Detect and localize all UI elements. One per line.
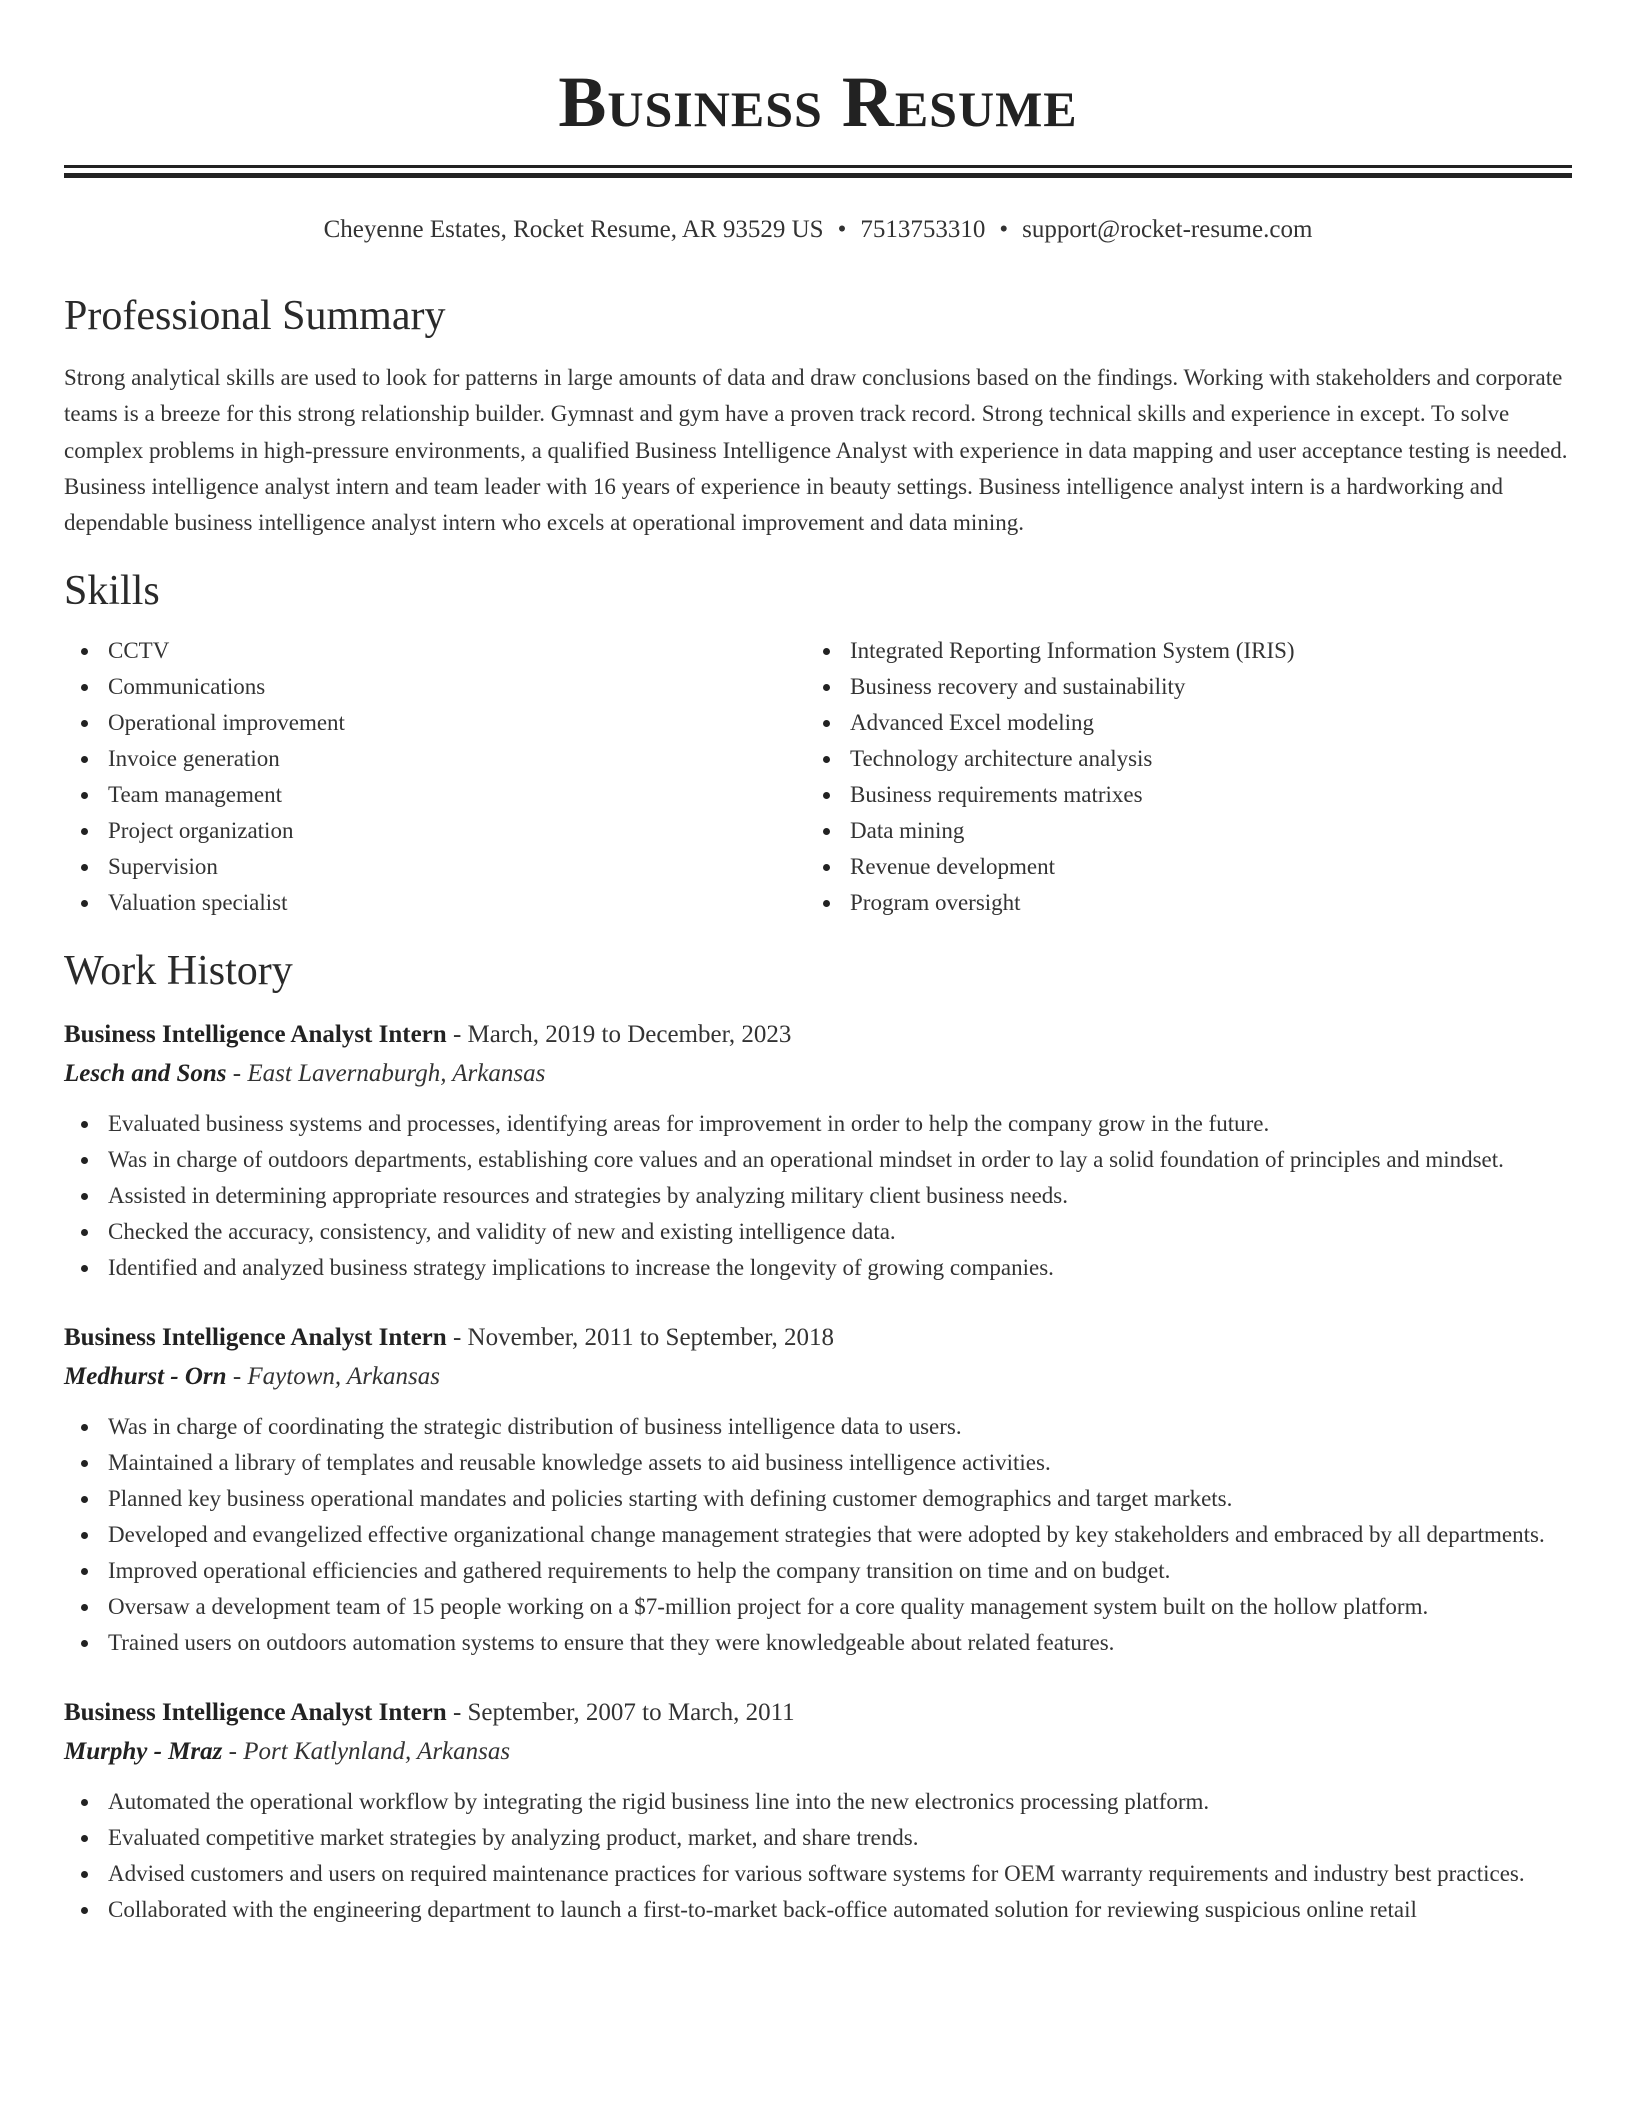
duty-item: Evaluated competitive market strategies by analyzing product, market, and share trends. [64, 1820, 1572, 1856]
skill-item: Advanced Excel modeling [806, 705, 1295, 741]
skill-item: Valuation specialist [64, 885, 806, 921]
company-location: - Faytown, Arkansas [226, 1363, 440, 1391]
duty-item: Oversaw a development team of 15 people working on a $7-million project for a core quality management system built on the hollow platform. [64, 1589, 1572, 1625]
skill-item: Business requirements matrixes [806, 777, 1295, 813]
duty-item: Improved operational efficiencies and gathered requirements to help the company transition on time and on budget. [64, 1553, 1572, 1589]
company-name: Murphy - Mraz [64, 1738, 223, 1766]
contact-address: Cheyenne Estates, Rocket Resume, AR 93529 US [323, 216, 824, 243]
duty-item: Assisted in determining appropriate resources and strategies by analyzing military client business needs. [64, 1178, 1572, 1214]
work-history-heading: Work History [64, 948, 293, 995]
duty-item: Identified and analyzed business strategy implications to increase the longevity of growing companies. [64, 1250, 1572, 1286]
skill-item: Project organization [64, 813, 806, 849]
job-title-line [64, 1320, 1572, 1356]
duty-item: Checked the accuracy, consistency, and validity of new and existing intelligence data. [64, 1214, 1572, 1250]
company-name: Lesch and Sons [64, 1060, 227, 1088]
skills-heading: Skills [64, 568, 160, 615]
skill-item: Program oversight [806, 885, 1295, 921]
job-title-line [64, 1695, 1572, 1731]
company-location: - East Lavernaburgh, Arkansas [226, 1060, 546, 1088]
summary-heading: Professional Summary [64, 293, 446, 339]
contact-separator: • [999, 216, 1009, 243]
job-dates: - November, 2011 to September, 2018 [446, 1324, 834, 1352]
skills-column-right [806, 633, 1295, 921]
skill-item: CCTV [64, 633, 806, 669]
job-entry [64, 1695, 1572, 1928]
duty-item: Collaborated with the engineering department to launch a first-to-market back-office automated solution for reviewing suspicious online retail [64, 1892, 1572, 1928]
duty-item: Trained users on outdoors automation systems to ensure that they were knowledgeable about related features. [64, 1625, 1572, 1661]
skill-item: Integrated Reporting Information System (IRIS) [806, 633, 1295, 669]
title-divider-thick [64, 173, 1572, 178]
duty-item: Automated the operational workflow by integrating the rigid business line into the new electronics processing platform. [64, 1784, 1572, 1820]
skills-list [64, 633, 1572, 921]
skill-item: Revenue development [806, 849, 1295, 885]
company-location: - Port Katlynland, Arkansas [222, 1738, 511, 1766]
skill-item: Supervision [64, 849, 806, 885]
skill-item: Business recovery and sustainability [806, 669, 1295, 705]
job-dates: - September, 2007 to March, 2011 [446, 1699, 795, 1727]
company-line [64, 1359, 1572, 1395]
duties-list [64, 1784, 1572, 1928]
contact-separator: • [837, 216, 847, 243]
skills-column-left [64, 633, 806, 921]
duty-item: Planned key business operational mandates and policies starting with defining customer demographics and target markets. [64, 1481, 1572, 1517]
duties-list [64, 1409, 1572, 1661]
skill-item: Team management [64, 777, 806, 813]
title-divider-thin [64, 165, 1572, 168]
skill-item: Technology architecture analysis [806, 741, 1295, 777]
resume-page [64, 0, 1572, 1928]
company-name: Medhurst - Orn [64, 1363, 227, 1391]
job-dates: - March, 2019 to December, 2023 [446, 1021, 792, 1049]
duty-item: Was in charge of outdoors departments, establishing core values and an operational mindset in order to lay a solid foundation of principles and mindset. [64, 1142, 1572, 1178]
job-entry [64, 1017, 1572, 1286]
contact-line [64, 214, 1572, 246]
job-title-line [64, 1017, 1572, 1053]
skill-item: Invoice generation [64, 741, 806, 777]
skill-item: Operational improvement [64, 705, 806, 741]
contact-phone: 7513753310 [860, 216, 986, 243]
company-line [64, 1056, 1572, 1092]
company-line [64, 1734, 1572, 1770]
job-entry [64, 1320, 1572, 1661]
skill-item: Data mining [806, 813, 1295, 849]
duty-item: Advised customers and users on required maintenance practices for various software systems for OEM warranty requirements and industry best practices. [64, 1856, 1572, 1892]
duty-item: Evaluated business systems and processes, identifying areas for improvement in order to help the company grow in the future. [64, 1106, 1572, 1142]
duties-list [64, 1106, 1572, 1286]
contact-email: support@rocket-resume.com [1022, 216, 1313, 243]
job-title: Business Intelligence Analyst Intern [64, 1699, 447, 1727]
duty-item: Maintained a library of templates and reusable knowledge assets to aid business intelligence activities. [64, 1445, 1572, 1481]
job-title: Business Intelligence Analyst Intern [64, 1021, 447, 1049]
duty-item: Developed and evangelized effective organizational change management strategies that were adopted by key stakeholders and embraced by all departments. [64, 1517, 1572, 1553]
duty-item: Was in charge of coordinating the strategic distribution of business intelligence data to users. [64, 1409, 1572, 1445]
job-title: Business Intelligence Analyst Intern [64, 1324, 447, 1352]
resume-title: Business Resume [558, 62, 1078, 142]
skill-item: Communications [64, 669, 806, 705]
summary-text: Strong analytical skills are used to look for patterns in large amounts of data and draw conclusions based on the findings. Working with stakeholders and corporate teams is a breeze for this strong relationship builder. Gymnast and gym have a proven track record. Strong technical skills and experience in except. To solve complex problems in high-pressure environments, a qualified Business Intelligence Analyst with experience in data mapping and user acceptance testing is needed. Business intelligence analyst intern and team leader with 16 years of experience in beauty settings. Business intelligence analyst intern is a hardworking and dependable business intelligence analyst intern who excels at operational improvement and data mining. [64, 365, 1568, 536]
